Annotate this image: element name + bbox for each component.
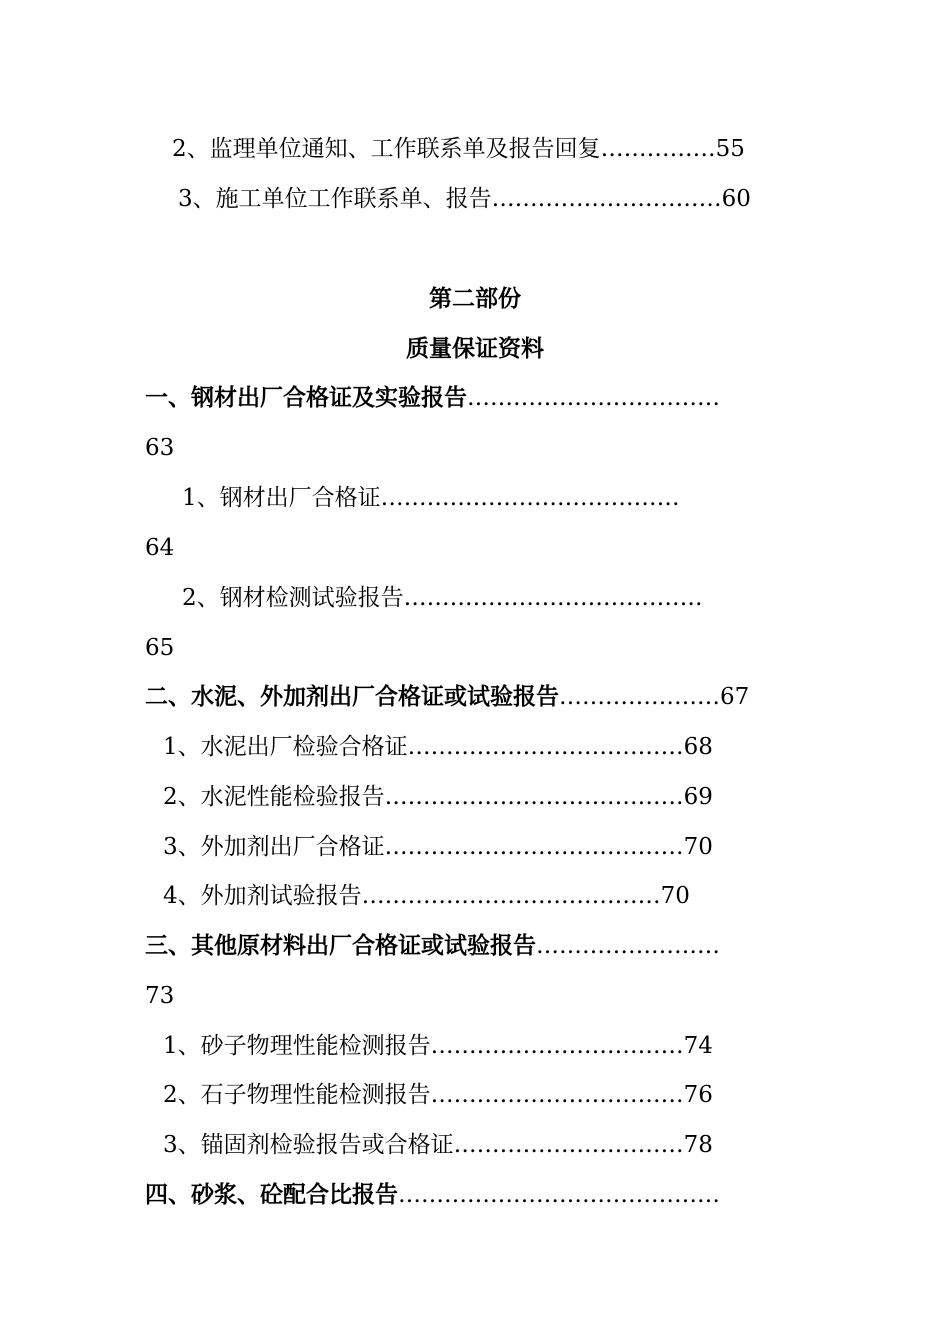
leader-dots: …………………………… bbox=[467, 385, 720, 411]
toc-entry-title: 3、施工单位工作联系单、报告 bbox=[178, 186, 492, 212]
leader-dots: ………………………………… bbox=[380, 485, 680, 511]
leader-dots: …………………………………… bbox=[398, 1182, 720, 1208]
toc-entry-title: 3、锚固剂检验报告或合格证 bbox=[163, 1132, 454, 1158]
toc-entry-title: 1、砂子物理性能检测报告 bbox=[163, 1033, 431, 1059]
page-number: 65 bbox=[145, 635, 175, 661]
toc-entry-title: 4、外加剂试验报告 bbox=[163, 883, 362, 909]
toc-entry-title: 1、钢材出厂合格证 bbox=[182, 485, 381, 511]
page-number: 78 bbox=[683, 1132, 713, 1158]
page-number: 76 bbox=[683, 1082, 713, 1108]
page-number: 73 bbox=[145, 983, 175, 1009]
toc-entry-title: 3、外加剂出厂合格证 bbox=[163, 834, 385, 860]
toc-entry bbox=[163, 832, 713, 862]
section-heading: 质量保证资料 bbox=[406, 335, 544, 362]
page-number: 70 bbox=[683, 834, 713, 860]
leader-dots: ……………………………… bbox=[407, 734, 684, 760]
toc-entry bbox=[182, 483, 680, 513]
toc-entry bbox=[163, 732, 713, 762]
toc-entry-title: 2、钢材检测试验报告 bbox=[182, 585, 404, 611]
part-heading: 第二部份 bbox=[429, 285, 521, 312]
leader-dots: …………………………… bbox=[430, 1082, 684, 1108]
toc-entry bbox=[163, 782, 713, 812]
toc-entry bbox=[172, 134, 745, 164]
toc-entry bbox=[163, 881, 690, 911]
page-number: 69 bbox=[683, 784, 713, 810]
page-number: 63 bbox=[145, 435, 175, 461]
toc-entry bbox=[163, 1080, 713, 1110]
leader-dots: …………………… bbox=[536, 933, 720, 959]
leader-dots: …………………………… bbox=[430, 1033, 684, 1059]
toc-entry-title: 四、砂浆、砼配合比报告 bbox=[145, 1181, 398, 1208]
page-number: 68 bbox=[683, 734, 713, 760]
leader-dots: ………………………… bbox=[453, 1132, 684, 1158]
toc-entry bbox=[182, 583, 703, 613]
toc-chapter bbox=[145, 1180, 720, 1210]
leader-dots: ………………………………… bbox=[361, 883, 661, 909]
toc-entry-title: 2、监理单位通知、工作联系单及报告回复 bbox=[172, 136, 601, 162]
page-number: 74 bbox=[683, 1033, 713, 1059]
leader-dots: ………………………………… bbox=[403, 585, 703, 611]
toc-chapter bbox=[145, 682, 749, 712]
toc-entry-title: 2、石子物理性能检测报告 bbox=[163, 1082, 431, 1108]
page-number: 67 bbox=[720, 684, 750, 710]
toc-entry-title: 二、水泥、外加剂出厂合格证或试验报告 bbox=[145, 683, 559, 710]
leader-dots: ………………………… bbox=[491, 186, 722, 212]
toc-chapter bbox=[145, 383, 720, 413]
page-number: 60 bbox=[721, 186, 751, 212]
leader-dots: ………………………………… bbox=[384, 834, 684, 860]
toc-entry bbox=[163, 1130, 713, 1160]
page-number: 64 bbox=[145, 535, 175, 561]
toc-chapter bbox=[145, 931, 720, 961]
page-number: 70 bbox=[660, 883, 690, 909]
toc-entry bbox=[163, 1031, 713, 1061]
toc-entry bbox=[178, 184, 751, 214]
leader-dots: ………………… bbox=[559, 684, 720, 710]
toc-entry-title: 2、水泥性能检验报告 bbox=[163, 784, 385, 810]
toc-entry-title: 一、钢材出厂合格证及实验报告 bbox=[145, 384, 467, 411]
leader-dots: ………………………………… bbox=[384, 784, 684, 810]
leader-dots: …………… bbox=[600, 136, 716, 162]
toc-entry-title: 三、其他原材料出厂合格证或试验报告 bbox=[145, 932, 536, 959]
toc-entry-title: 1、水泥出厂检验合格证 bbox=[163, 734, 408, 760]
page-number: 55 bbox=[715, 136, 745, 162]
